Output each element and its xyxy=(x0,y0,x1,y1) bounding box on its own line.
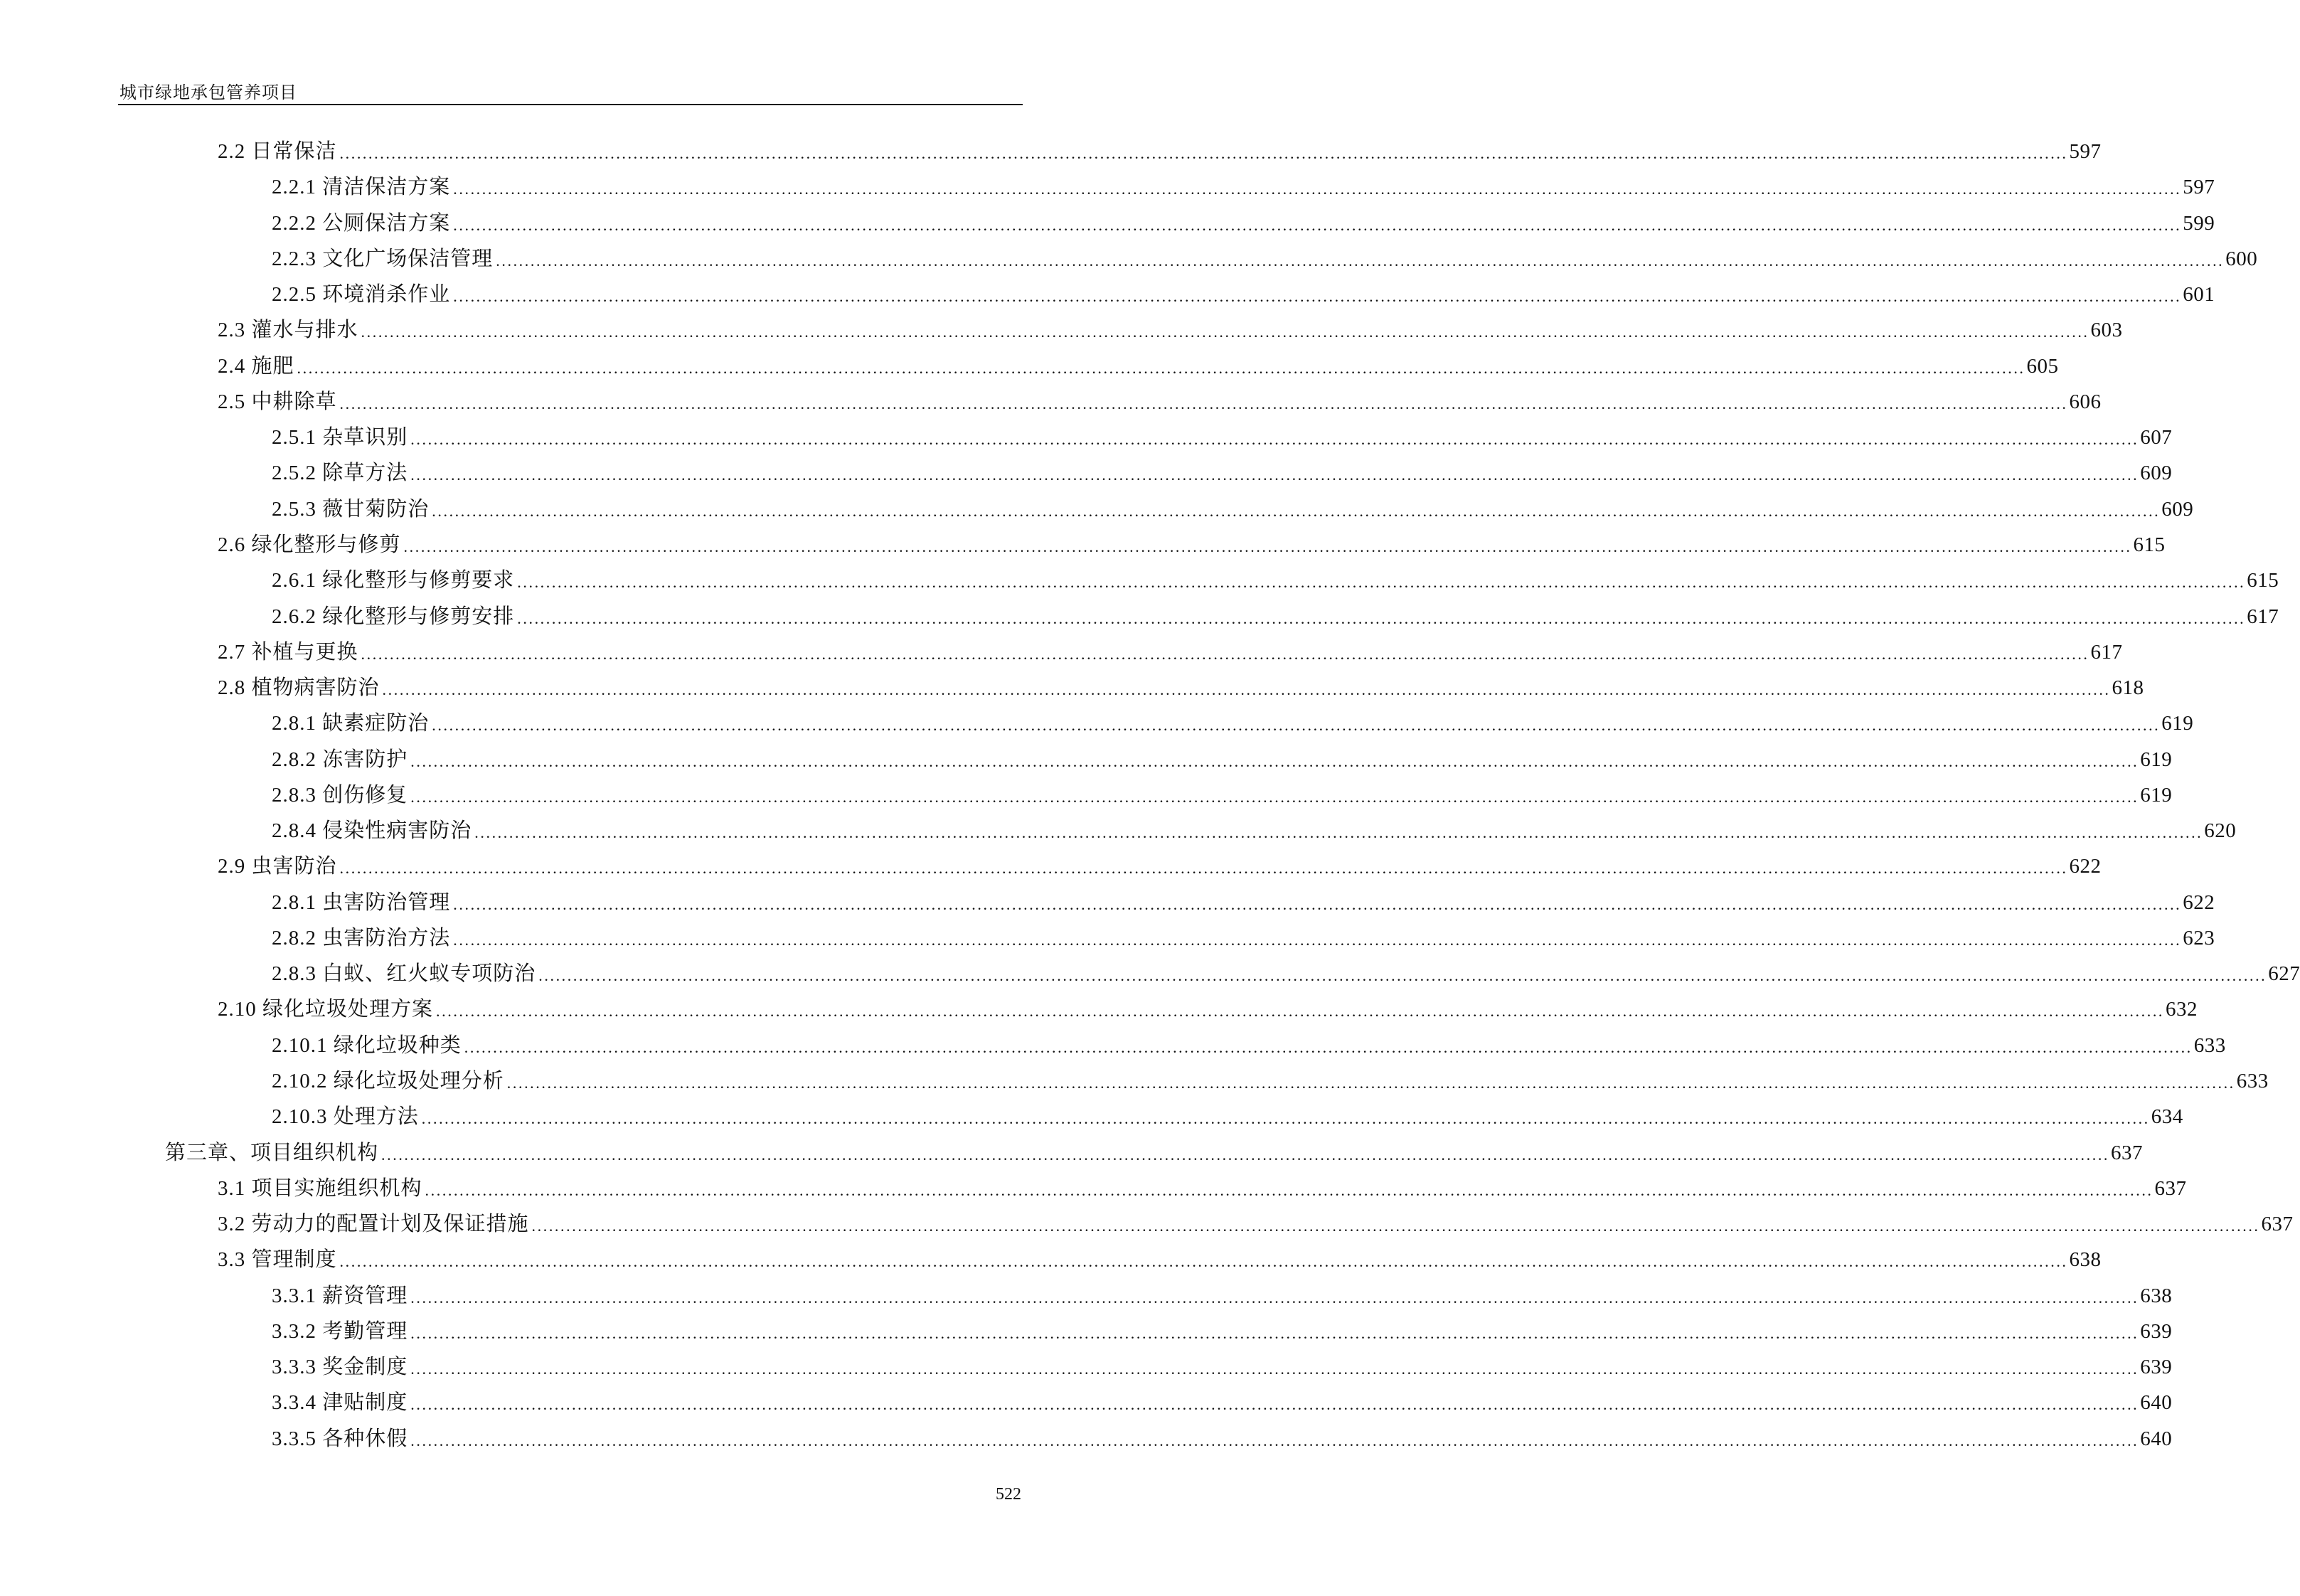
toc-entry-page: 627 xyxy=(2268,962,2300,985)
toc-entry-label: 2.8.3 白蚁、红火蚁专项防治 xyxy=(272,962,536,985)
toc-leader-dots: ............................................................................................................................................................................................................................................................................................................ xyxy=(339,144,2068,162)
toc-entry[interactable] xyxy=(218,671,2144,705)
toc-leader-dots: ............................................................................................................................................................................................................................................................................................................ xyxy=(538,967,2267,984)
toc-entry[interactable] xyxy=(272,492,2194,526)
toc-leader-dots: ............................................................................................................................................................................................................................................................................................................ xyxy=(410,1395,2139,1413)
toc-entry[interactable] xyxy=(272,814,2237,848)
toc-entry-label: 2.2.1 清洁保洁方案 xyxy=(272,176,451,198)
toc-entry-label: 3.3.1 薪资管理 xyxy=(272,1284,408,1307)
toc-entry-label: 2.6.1 绿化整形与修剪要求 xyxy=(272,569,515,592)
toc-leader-dots: ............................................................................................................................................................................................................................................................................................................ xyxy=(410,1360,2139,1378)
toc-entry[interactable] xyxy=(272,1314,2173,1348)
toc-entry-label: 2.6 绿化整形与修剪 xyxy=(218,533,401,556)
toc-entry-page: 637 xyxy=(2154,1177,2187,1200)
toc-leader-dots: ............................................................................................................................................................................................................................................................................................................ xyxy=(403,538,2132,555)
toc-leader-dots: ............................................................................................................................................................................................................................................................................................................ xyxy=(432,716,2161,734)
toc-leader-dots: ............................................................................................................................................................................................................................................................................................................ xyxy=(453,931,2182,949)
toc-entry-page: 609 xyxy=(2140,462,2173,484)
toc-leader-dots: ............................................................................................................................................................................................................................................................................................................ xyxy=(517,573,2246,591)
toc-leader-dots: ............................................................................................................................................................................................................................................................................................................ xyxy=(339,395,2068,413)
toc-leader-dots: ............................................................................................................................................................................................................................................................................................................ xyxy=(474,824,2203,841)
toc-entry-page: 600 xyxy=(2225,248,2258,270)
toc-entry[interactable] xyxy=(272,420,2173,454)
toc-entry[interactable] xyxy=(218,1171,2187,1206)
toc-leader-dots: ............................................................................................................................................................................................................................................................................................................ xyxy=(297,359,2025,377)
toc-leader-dots: ............................................................................................................................................................................................................................................................................................................ xyxy=(496,252,2225,270)
toc-entry-page: 637 xyxy=(2111,1142,2144,1164)
toc-entry-label: 2.8.2 冻害防护 xyxy=(272,748,408,771)
toc-leader-dots: ............................................................................................................................................................................................................................................................................................................ xyxy=(453,180,2182,198)
toc-entry[interactable] xyxy=(272,957,2300,991)
toc-entry[interactable] xyxy=(272,1422,2173,1456)
toc-leader-dots: ............................................................................................................................................................................................................................................................................................................ xyxy=(361,645,2089,663)
toc-entry[interactable] xyxy=(272,1279,2173,1313)
toc-leader-dots: ............................................................................................................................................................................................................................................................................................................ xyxy=(517,610,2246,627)
toc-entry-label: 3.3 管理制度 xyxy=(218,1248,337,1271)
toc-entry-label: 2.8 植物病害防治 xyxy=(218,676,380,699)
toc-leader-dots: ............................................................................................................................................................................................................................................................................................................ xyxy=(410,430,2139,448)
toc-entry[interactable] xyxy=(272,706,2194,740)
toc-leader-dots: ............................................................................................................................................................................................................................................................................................................ xyxy=(453,895,2182,913)
toc-entry-page: 622 xyxy=(2069,855,2102,878)
toc-entry[interactable] xyxy=(165,1136,2144,1170)
toc-entry-label: 2.10.2 绿化垃圾处理分析 xyxy=(272,1070,504,1092)
toc-entry[interactable] xyxy=(218,134,2102,169)
toc-leader-dots: ............................................................................................................................................................................................................................................................................................................ xyxy=(425,1181,2153,1199)
toc-entry-page: 597 xyxy=(2183,176,2215,198)
toc-entry[interactable] xyxy=(272,1064,2269,1098)
toc-entry-label: 3.3.2 考勤管理 xyxy=(272,1320,408,1343)
toc-entry-label: 2.2 日常保洁 xyxy=(218,140,337,163)
toc-entry-page: 617 xyxy=(2090,641,2123,664)
toc-leader-dots: ............................................................................................................................................................................................................................................................................................................ xyxy=(339,859,2068,877)
toc-leader-dots: ............................................................................................................................................................................................................................................................................................................ xyxy=(382,681,2111,698)
toc-entry-page: 615 xyxy=(2247,569,2279,592)
toc-entry-label: 2.9 虫害防治 xyxy=(218,855,337,878)
toc-entry-label: 3.3.4 津贴制度 xyxy=(272,1391,408,1414)
toc-entry[interactable] xyxy=(272,921,2215,955)
toc-entry-page: 638 xyxy=(2069,1248,2102,1271)
toc-entry-page: 599 xyxy=(2183,212,2215,235)
toc-entry-page: 640 xyxy=(2140,1427,2173,1450)
toc-leader-dots: ............................................................................................................................................................................................................................................................................................................ xyxy=(421,1110,2150,1127)
toc-entry[interactable] xyxy=(272,206,2215,240)
toc-entry-page: 618 xyxy=(2112,676,2144,699)
toc-entry-page: 607 xyxy=(2140,426,2173,449)
toc-leader-dots: ............................................................................................................................................................................................................................................................................................................ xyxy=(339,1252,2068,1270)
toc-entry[interactable] xyxy=(272,242,2258,276)
toc-entry[interactable] xyxy=(218,528,2166,562)
toc-entry-label: 2.10.3 处理方法 xyxy=(272,1105,419,1128)
toc-leader-dots: ............................................................................................................................................................................................................................................................................................................ xyxy=(432,502,2161,520)
toc-entry-label: 2.2.2 公厕保洁方案 xyxy=(272,212,451,235)
toc-entry[interactable] xyxy=(218,313,2123,347)
toc-leader-dots: ............................................................................................................................................................................................................................................................................................................ xyxy=(410,1324,2139,1342)
toc-entry[interactable] xyxy=(218,992,2198,1026)
toc-entry-label: 2.2.3 文化广场保洁管理 xyxy=(272,248,494,270)
toc-entry-page: 617 xyxy=(2247,605,2279,628)
toc-entry-label: 2.5.1 杂草识别 xyxy=(272,426,408,449)
toc-entry-page: 597 xyxy=(2069,140,2102,163)
toc-entry-page: 623 xyxy=(2183,927,2215,949)
toc-entry-label: 3.1 项目实施组织机构 xyxy=(218,1177,422,1200)
toc-entry-label: 2.7 补植与更换 xyxy=(218,641,358,664)
toc-entry[interactable] xyxy=(272,1350,2173,1384)
toc-entry[interactable] xyxy=(272,1100,2183,1134)
toc-entry[interactable] xyxy=(272,778,2173,812)
toc-entry-page: 637 xyxy=(2261,1213,2294,1235)
toc-entry-page: 609 xyxy=(2161,498,2194,521)
running-header: 城市绿地承包管养项目 xyxy=(119,84,297,102)
toc-entry-label: 2.10 绿化垃圾处理方案 xyxy=(218,998,434,1021)
toc-entry-page: 619 xyxy=(2161,712,2194,735)
toc-entry-label: 3.3.5 各种休假 xyxy=(272,1427,408,1450)
toc-leader-dots: ............................................................................................................................................................................................................................................................................................................ xyxy=(361,323,2089,341)
toc-entry[interactable] xyxy=(272,456,2173,490)
toc-entry-label: 2.8.1 缺素症防治 xyxy=(272,712,430,735)
toc-entry-label: 3.3.3 奖金制度 xyxy=(272,1356,408,1378)
toc-entry-label: 2.6.2 绿化整形与修剪安排 xyxy=(272,605,515,628)
toc-entry-page: 638 xyxy=(2140,1284,2173,1307)
toc-entry[interactable] xyxy=(272,1385,2173,1420)
toc-leader-dots: ............................................................................................................................................................................................................................................................................................................ xyxy=(531,1217,2260,1235)
toc-leader-dots: ............................................................................................................................................................................................................................................................................................................ xyxy=(453,216,2182,234)
toc-entry-label: 2.4 施肥 xyxy=(218,355,294,378)
toc-entry-page: 619 xyxy=(2140,784,2173,807)
toc-leader-dots: ............................................................................................................................................................................................................................................................................................................ xyxy=(464,1038,2193,1056)
toc-entry[interactable] xyxy=(218,349,2059,383)
toc-entry[interactable] xyxy=(272,600,2279,634)
toc-entry-label: 2.8.2 虫害防治方法 xyxy=(272,927,451,949)
toc-entry-page: 619 xyxy=(2140,748,2173,771)
toc-entry-label: 2.5.3 薇甘菊防治 xyxy=(272,498,430,521)
toc-leader-dots: ............................................................................................................................................................................................................................................................................................................ xyxy=(436,1002,2165,1020)
toc-entry-label: 2.10.1 绿化垃圾种类 xyxy=(272,1034,462,1057)
toc-entry-page: 639 xyxy=(2140,1320,2173,1343)
toc-entry-page: 633 xyxy=(2236,1070,2269,1092)
toc-leader-dots: ............................................................................................................................................................................................................................................................................................................ xyxy=(410,1432,2139,1449)
toc-entry-page: 640 xyxy=(2140,1391,2173,1414)
toc-entry-label: 2.8.3 创伤修复 xyxy=(272,784,408,807)
toc-entry[interactable] xyxy=(218,1243,2102,1277)
toc-entry[interactable] xyxy=(218,1207,2294,1241)
toc-entry-label: 2.2.5 环境消杀作业 xyxy=(272,283,451,306)
toc-entry-page: 639 xyxy=(2140,1356,2173,1378)
toc-entry-page: 605 xyxy=(2026,355,2059,378)
toc-entry[interactable] xyxy=(272,277,2215,312)
toc-entry-page: 615 xyxy=(2133,533,2166,556)
toc-entry[interactable] xyxy=(272,170,2215,204)
toc-leader-dots: ............................................................................................................................................................................................................................................................................................................ xyxy=(410,788,2139,806)
toc-entry-label: 2.8.4 侵染性病害防治 xyxy=(272,819,472,842)
toc-entry-page: 634 xyxy=(2151,1105,2183,1128)
toc-entry-label: 2.8.1 虫害防治管理 xyxy=(272,891,451,914)
toc-entry-page: 601 xyxy=(2183,283,2215,306)
toc-leader-dots: ............................................................................................................................................................................................................................................................................................................ xyxy=(410,1289,2139,1307)
toc-entry-page: 633 xyxy=(2193,1034,2226,1057)
toc-entry-label: 2.5.2 除草方法 xyxy=(272,462,408,484)
toc-entry-page: 606 xyxy=(2069,390,2102,413)
toc-entry[interactable] xyxy=(272,563,2279,597)
toc-leader-dots: ............................................................................................................................................................................................................................................................................................................ xyxy=(453,287,2182,305)
toc-entry-label: 2.3 灌水与排水 xyxy=(218,319,358,341)
toc-leader-dots: ............................................................................................................................................................................................................................................................................................................ xyxy=(506,1074,2235,1092)
toc-entry-label: 3.2 劳动力的配置计划及保证措施 xyxy=(218,1213,529,1235)
toc-entry[interactable] xyxy=(272,1028,2226,1063)
toc-entry[interactable] xyxy=(218,385,2102,419)
toc-entry-page: 603 xyxy=(2090,319,2123,341)
toc-entry[interactable] xyxy=(272,885,2215,920)
toc-entry-page: 622 xyxy=(2183,891,2215,914)
toc-entry-label: 第三章、项目组织机构 xyxy=(165,1142,379,1164)
toc-entry[interactable] xyxy=(272,743,2173,777)
toc-entry[interactable] xyxy=(218,849,2102,883)
header-rule xyxy=(118,104,1023,105)
toc-leader-dots: ............................................................................................................................................................................................................................................................................................................ xyxy=(381,1146,2110,1164)
toc-entry[interactable] xyxy=(218,635,2123,669)
toc-entry-label: 2.5 中耕除草 xyxy=(218,390,337,413)
toc-entry-page: 620 xyxy=(2204,819,2237,842)
page-number: 522 xyxy=(996,1485,1021,1504)
toc-leader-dots: ............................................................................................................................................................................................................................................................................................................ xyxy=(410,752,2139,770)
toc-entry-page: 632 xyxy=(2166,998,2198,1021)
toc-leader-dots: ............................................................................................................................................................................................................................................................................................................ xyxy=(410,466,2139,484)
